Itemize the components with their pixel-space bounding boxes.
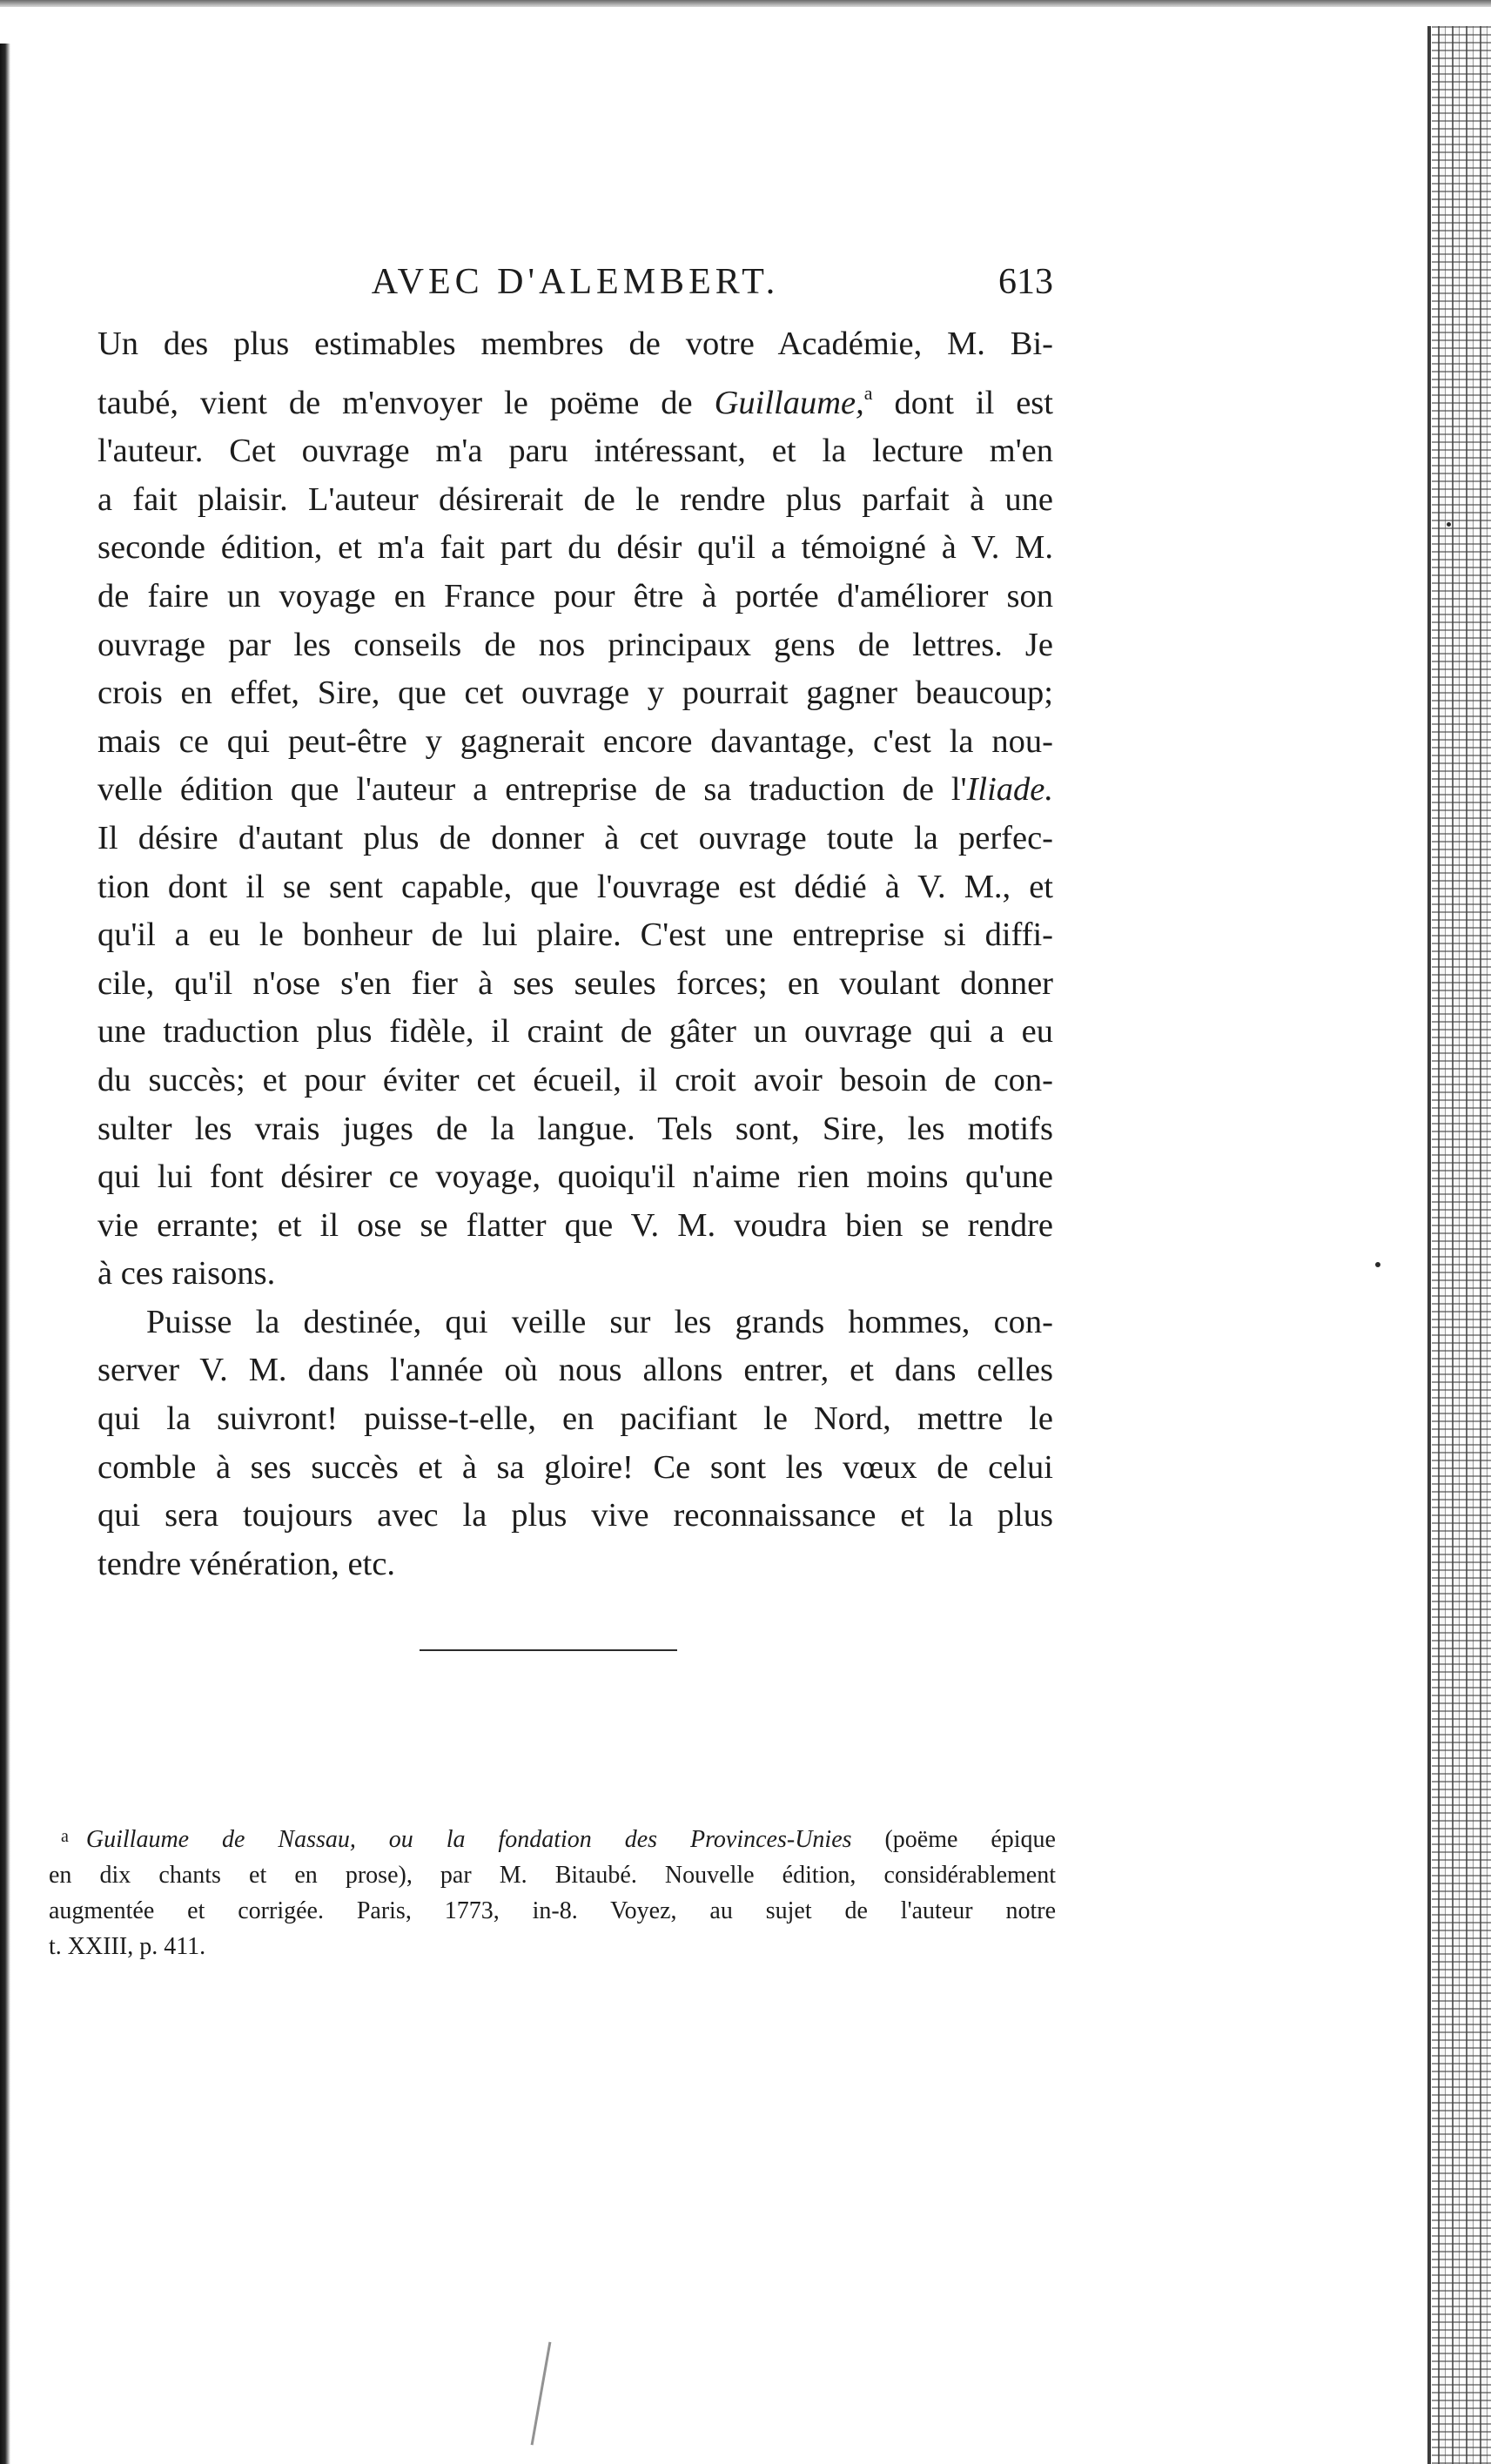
footnote-separator-rule [420, 1649, 677, 1651]
italic-title-iliade: Iliade. [966, 771, 1053, 809]
footnote-italic-title: Guillaume de Nassau, ou la fondation des Provinces-Unies [85, 1826, 852, 1853]
footnote [49, 1819, 1056, 1964]
paragraph-2 [97, 1299, 1053, 1589]
text-line: Il désire d'autant plus de donner à cet ouvrage toute la perfec- [97, 819, 1053, 856]
text-line: seconde édition, et m'a fait part du désir qu'il a témoigné à V. M. [97, 529, 1053, 567]
book-page [97, 261, 1053, 1588]
text-line: tendre vénération, etc. [97, 1545, 396, 1582]
pencil-mark [531, 2342, 552, 2446]
paragraph-1 [97, 320, 1053, 1299]
text-span: dont il est [872, 384, 1053, 421]
footnote-line [49, 1819, 1056, 1857]
text-line: du succès; et pour éviter cet écueil, il croit avoir besoin de con- [97, 1061, 1053, 1098]
text-line: Puisse la destinée, qui veille sur les grands hommes, con- [146, 1303, 1053, 1340]
text-line: à ces raisons. [97, 1255, 276, 1292]
footnote-text: (poëme épique [851, 1826, 1056, 1853]
footnote-reference: a [863, 381, 873, 404]
text-span: taubé, vient de m'envoyer le poëme de [97, 384, 715, 421]
running-head [97, 261, 1053, 313]
text-line: cile, qu'il n'ose s'en fier à ses seules forces; en voulant donner [97, 964, 1053, 1002]
text-line: crois en effet, Sire, que cet ouvrage y pourrait gagner beaucoup; [97, 675, 1053, 712]
text-line: server V. M. dans l'année où nous allons entrer, et dans celles [97, 1352, 1053, 1389]
text-line [97, 766, 1053, 815]
footnote-mark: a [61, 1827, 69, 1846]
text-line: a fait plaisir. L'auteur désirerait de le rendre plus parfait à une [97, 480, 1053, 518]
italic-title-guillaume: Guillaume, [714, 384, 864, 421]
page-number: 613 [998, 262, 1053, 302]
page-gutter-line [1427, 26, 1431, 2464]
text-line: qu'il a eu le bonheur de lui plaire. C'est une entreprise si diffi- [97, 916, 1053, 954]
text-line: ouvrage par les conseils de nos principaux gens de lettres. Je [97, 626, 1053, 663]
text-line: qui lui font désirer ce voyage, quoiqu'il n'aime rien moins qu'une [97, 1158, 1053, 1196]
scan-speck [1375, 1262, 1380, 1267]
text-line: sulter les vrais juges de la langue. Tels sont, Sire, les motifs [97, 1110, 1053, 1147]
text-line: tion dont il se sent capable, que l'ouvrage est dédié à V. M., et [97, 868, 1053, 905]
text-line: qui la suivront! puisse-t-elle, en pacifiant le Nord, mettre le [97, 1400, 1053, 1438]
footnote-line: augmentée et corrigée. Paris, 1773, in-8. Voyez, au sujet de l'auteur notre [49, 1897, 1056, 1924]
letter-body [97, 320, 1053, 1588]
text-line: une traduction plus fidèle, il craint de gâter un ouvrage qui a eu [97, 1013, 1053, 1051]
text-span: velle édition que l'auteur a entreprise de sa traduction de l' [97, 771, 967, 809]
running-title: AVEC D'ALEMBERT. [371, 262, 780, 302]
text-line: Un des plus estimables membres de votre Académie, M. Bi- [97, 326, 1053, 362]
text-line: l'auteur. Cet ouvrage m'a paru intéressant, et la lecture m'en [97, 433, 1053, 470]
book-binding-edge [1432, 26, 1491, 2464]
text-line: de faire un voyage en France pour être à portée d'améliorer son [97, 577, 1053, 614]
text-line: comble à ses succès et à sa gloire! Ce sont les vœux de celui [97, 1448, 1053, 1486]
footnote-line: en dix chants et en prose), par M. Bitaubé. Nouvelle édition, considérablement [49, 1862, 1056, 1889]
text-line: qui sera toujours avec la plus vive reconnaissance et la plus [97, 1497, 1053, 1534]
text-line: mais ce qui peut-être y gagnerait encore davantage, c'est la nou- [97, 722, 1053, 760]
scan-left-edge [0, 44, 10, 2464]
text-line [97, 369, 1053, 428]
scan-top-edge [0, 0, 1491, 7]
scan-speck [1447, 522, 1451, 527]
footnote-line: t. XXIII, p. 411. [49, 1933, 206, 1960]
text-line: vie errante; et il ose se flatter que V. M. voudra bien se rendre [97, 1206, 1053, 1244]
